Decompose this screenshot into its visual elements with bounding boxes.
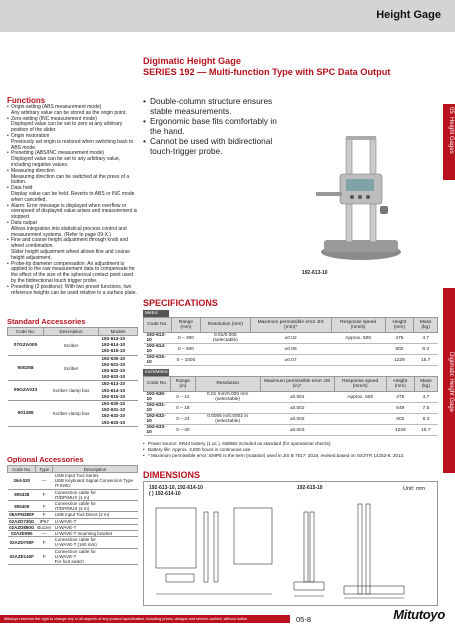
models-cell: [99, 336, 138, 356]
column-header: Range (mm): [171, 318, 200, 333]
table-row: [8, 381, 138, 401]
mitutoyo-logo: Mitutoyo: [393, 607, 445, 622]
function-title: Data hold: [11, 185, 33, 192]
feature-list: [143, 96, 288, 156]
column-header: Mass (kg): [414, 318, 438, 333]
desc-cell: Scriber: [44, 336, 99, 356]
spec-cell: 1228: [385, 355, 414, 366]
models-cell: [99, 381, 138, 401]
model-number: 192-614-10: [101, 387, 125, 393]
desc-line: Connection cable for: [54, 537, 96, 543]
header-bar: [0, 0, 455, 32]
side-tab-label: Digimatic Height Gage: [448, 351, 454, 413]
spec-cell: 0 – 40: [171, 425, 196, 436]
column-header: Height (mm): [385, 318, 414, 333]
desc-line: Connection cable for: [54, 548, 96, 554]
desc-line: U-WAVE-T mounting bracket: [54, 531, 113, 537]
table-row: [8, 537, 138, 548]
spec-cell: 802: [385, 344, 414, 355]
column-header: Mass (kg): [414, 377, 437, 392]
function-desc: Displayed value can be set to zero at any arbitrary position of the slider.: [11, 121, 123, 134]
function-item: [7, 186, 138, 203]
spec-cell: 4.7: [414, 333, 438, 344]
table-row: [144, 425, 438, 436]
spec-cell: [195, 425, 260, 436]
spec-cell: 0 – 600: [171, 344, 200, 355]
spec-cell: 192-632-10: [144, 414, 171, 425]
function-item: [7, 238, 138, 261]
function-desc: Measuring direction can be switched at the press of a button.: [11, 173, 130, 186]
spec-cell: 15.7: [414, 355, 438, 366]
product-title: Digimatic Height Gage SERIES 192 — Multi-function Type with SPC Data Output: [143, 56, 391, 77]
spec-cell: 475: [386, 392, 414, 403]
column-header: Code No.: [144, 377, 171, 392]
desc-line: USB Keyboard Signal Conversion Type: [54, 478, 134, 484]
model-number: 192-632-10: [101, 368, 125, 374]
inch-tag: Inch/Metric: [145, 370, 169, 375]
type-cell: Buzzer: [37, 524, 52, 530]
column-header: Resolution: [195, 377, 260, 392]
side-tab-digimatic[interactable]: [443, 288, 455, 473]
table-row: [8, 473, 138, 490]
model-number: 192-614-10: [101, 342, 125, 348]
type-cell: F: [36, 512, 53, 518]
table-row: [144, 403, 438, 414]
desc-line: USB Input Tool Direct (2 m): [54, 512, 110, 518]
desc-cell: Scriber clamp box: [44, 381, 99, 401]
dimension-schematic: [144, 482, 437, 605]
column-header: Description: [53, 466, 138, 473]
optional-accessories-table: [7, 465, 138, 565]
table-row: [8, 489, 138, 500]
model-number: 192-615-10: [101, 348, 125, 354]
table-row: [144, 333, 438, 344]
function-item: [7, 204, 138, 221]
model-number: 192-613-10: [101, 381, 125, 387]
spec-cell: 7.5: [414, 403, 437, 414]
spec-cell: 8.3: [414, 344, 438, 355]
function-desc: Any arbitrary value can be stored as the origin point.: [11, 109, 127, 116]
type-cell: —: [36, 473, 53, 490]
standard-accessories-table: [7, 327, 138, 427]
spec-cell: ±0.001: [260, 392, 334, 403]
function-desc: Allows integration into statistical process control and measurement systems. (Refer to page 09-X.): [11, 225, 127, 238]
product-caption: 192-613-10: [302, 270, 328, 276]
models-cell: [99, 401, 138, 427]
spec-cell: 0 – 300: [171, 333, 200, 344]
model-number: 192-632-10: [101, 413, 125, 419]
column-header: Maximum permissible error JIS (in)*: [260, 377, 334, 392]
column-header: Range (in): [171, 377, 196, 392]
spec-cell: 0.0005 in/0.0002 in (selectable): [195, 414, 260, 425]
code-cell: 02AZD730G: [9, 518, 35, 524]
desc-line: U-WAVE-T: [54, 524, 77, 530]
column-header: Resolution (mm): [200, 318, 250, 333]
code-cell: 02AZD880G: [9, 524, 35, 530]
spec-cell: Approx. 500: [334, 392, 386, 403]
desc-cell: [53, 501, 138, 512]
desc-line: For foot switch: [54, 559, 84, 565]
desc-cell: [53, 473, 138, 490]
function-item: [7, 134, 138, 151]
desc-cell: [53, 548, 138, 565]
dimension-unit: Unit: mm: [403, 486, 425, 492]
column-header: Code No.: [144, 318, 172, 333]
spec-cell: 192-615-10: [144, 355, 172, 366]
function-title: Presetting (2 positions): With two preset functions, two reference heights can be used relative to a surface plate.: [11, 283, 137, 296]
function-title: Alarm: Error message is displayed when overflow or overspeed of displayed value arises and measurement is stopped.: [11, 202, 138, 221]
function-item: [7, 151, 138, 168]
column-header: Response speed (mm/s): [334, 377, 386, 392]
function-item: [7, 117, 138, 134]
function-desc: Display value can be held. Reverts to ABS or INC mode when cancelled.: [11, 190, 135, 203]
feature-item: • Double-column structure ensures stable measurements.: [143, 96, 288, 116]
code-cell: 264-020: [8, 473, 36, 490]
desc-cell: Scriber clamp box: [44, 401, 99, 427]
function-desc: Displayed value can be set to any arbitrary value, including negative values.: [11, 156, 121, 168]
code-cell: 05GZA033: [8, 381, 44, 401]
side-tab-label: 05 Height Gages: [448, 107, 454, 154]
model-number: 192-631-10: [101, 361, 125, 367]
code-cell: 901385: [8, 401, 44, 427]
feature-item: • Cannot be used with bidirectional touch-trigger probe.: [143, 136, 288, 156]
desc-line: Connection cable for: [54, 489, 96, 495]
table-row: [8, 336, 138, 356]
code-cell: 07GZA000: [8, 336, 44, 356]
spec-cell: Approx. 500: [331, 333, 385, 344]
optional-accessories-heading: Optional Accessories: [7, 455, 84, 464]
table-row: [144, 392, 438, 403]
dimension-label-left: 192-613-10, 192-614-10 ( ) 192-614-10: [149, 485, 203, 497]
spec-cell: 649: [386, 403, 414, 414]
column-header: Description: [44, 328, 99, 336]
spec-cell: 0 – 1000: [171, 355, 200, 366]
type-cell: F: [36, 537, 53, 548]
table-row: [8, 401, 138, 427]
spec-cell: 1228: [386, 425, 414, 436]
desc-line: IT/DP/MUX (1 m): [54, 494, 90, 500]
desc-cell: [53, 489, 138, 500]
spec-cell: 192-614-10: [144, 344, 172, 355]
type-cell: IP67: [36, 518, 53, 524]
code-cell: 900258: [8, 355, 44, 381]
model-number: 192-630-10: [101, 401, 125, 407]
table-row: [8, 501, 138, 512]
spec-cell: 192-631-10: [144, 403, 171, 414]
metric-tag: Metric: [143, 310, 169, 317]
spec-cell: 192-630-10: [144, 392, 171, 403]
feature-item: • Ergonomic base fits comfortably in the hand.: [143, 116, 288, 136]
type-cell: —: [36, 531, 53, 537]
spec-cell: 475: [385, 333, 414, 344]
spec-cell: [331, 355, 385, 366]
spec-note: • Power source: SR44 battery (1 pc.), 938882 included as standard (for operational checks): [143, 441, 438, 447]
functions-list: [7, 105, 138, 296]
function-title: Origin-setting (ABS measurement mode): [11, 104, 102, 110]
spec-cell: [200, 344, 250, 355]
page-title: Height Gage: [376, 9, 441, 21]
desc-cell: [53, 537, 138, 548]
desc-line: U-WAVE-T: [54, 553, 77, 559]
desc-line: USB Input Tool Series: [54, 473, 99, 478]
function-title: Probe-tip diameter compensation: An adjustment is applied to the raw measurement data to compensate for the effect of the size of the spherical contact point used by the bidirectional touch trigger probe.: [11, 260, 135, 284]
function-item: [7, 285, 138, 297]
function-desc: Previously set origin is restored when switching back to ABS mode.: [11, 138, 134, 151]
function-title: Origin restoration: [11, 132, 50, 139]
spec-cell: ±0.003: [260, 425, 334, 436]
dimension-label-right: 192-615-10: [297, 485, 323, 491]
column-header: Code No.: [8, 466, 36, 473]
function-item: [7, 169, 138, 186]
spec-cell: [200, 355, 250, 366]
table-row: [144, 414, 438, 425]
column-header: Response speed (mm/s): [331, 318, 385, 333]
column-header: Type: [36, 466, 53, 473]
spec-cell: 0 – 24: [171, 414, 196, 425]
metric-spec-table: [143, 317, 438, 366]
spec-cell: 192-633-10: [144, 425, 171, 436]
table-row: [8, 548, 138, 565]
model-number: 192-633-10: [101, 374, 125, 380]
spec-cell: 802: [386, 414, 414, 425]
desc-line: IT-020U: [54, 483, 71, 489]
function-title: Data output: [11, 219, 37, 226]
spec-cell: 0 – 18: [171, 403, 196, 414]
column-header: Code No.: [8, 328, 44, 336]
specifications-heading: SPECIFICATIONS: [143, 298, 218, 308]
type-cell: F: [36, 489, 53, 500]
desc-line: IT/DP/MUX (2 m): [54, 506, 90, 512]
model-number: 192-615-10: [101, 393, 125, 399]
spec-cell: ±0.07: [250, 355, 331, 366]
table-row: [8, 355, 138, 381]
footer-disclaimer: Mitutoyo reserves the right to change any or all aspects of any product specification, including prices, designs and service content, without notice.: [0, 615, 290, 623]
code-cell: 02AZE140F: [8, 548, 36, 565]
function-item: [7, 262, 138, 285]
table-row: [144, 355, 438, 366]
spec-cell: ±0.002: [260, 414, 334, 425]
desc-line: U-WAVE-T (160 mm): [54, 542, 97, 548]
code-cell: 02AZE990: [8, 531, 36, 537]
spec-note: • Battery life: Approx. 3,500 hours in continuous use: [143, 447, 438, 453]
model-number: 192-613-10: [101, 336, 125, 341]
spec-cell: 4.7: [414, 392, 437, 403]
model-number: 192-630-10: [101, 355, 125, 361]
side-tab-height-gages[interactable]: [443, 104, 455, 180]
code-cell: 905409: [8, 501, 36, 512]
column-header: Maximum permissible error JIS (mm)*: [250, 318, 331, 333]
spec-cell: 0.01/0.005 (selectable): [200, 333, 250, 344]
spec-cell: ±0.05: [250, 344, 331, 355]
code-cell: 06AFM380F: [9, 512, 35, 518]
function-title: Fine and coarse height adjustment through knob and wheel combination.: [11, 237, 129, 250]
standard-accessories-heading: Standard Accessories: [7, 317, 86, 326]
table-row: [144, 344, 438, 355]
spec-cell: [195, 403, 260, 414]
spec-cell: 15.7: [414, 425, 437, 436]
desc-cell: Scriber: [44, 355, 99, 381]
spec-cell: [334, 403, 386, 414]
model-number: 192-633-10: [101, 419, 125, 425]
code-cell: 02AZD790F: [8, 537, 36, 548]
spec-cell: ±0.02: [250, 333, 331, 344]
function-title: Zero-setting (INC measurement mode): [11, 115, 97, 122]
code-cell: 905338: [8, 489, 36, 500]
column-header: Height (mm): [386, 377, 414, 392]
column-header: Models: [99, 328, 138, 336]
function-title: Presetting (ABS/INC measurement mode): [11, 150, 105, 157]
function-title: Measuring direction: [11, 167, 55, 174]
dimensions-heading: DIMENSIONS: [143, 470, 201, 480]
desc-line: Connection cable for: [54, 501, 96, 507]
function-item: [7, 221, 138, 238]
functions-heading: Functions: [7, 96, 46, 105]
spec-cell: [334, 414, 386, 425]
spec-cell: ±0.002: [260, 403, 334, 414]
inch-spec-table: [143, 376, 438, 436]
spec-note: • * Maximum permissible error: EMPE is the term (notation) used in JIS B 7517: 2018, revised based on ISO/TR 14253-6: 2012.: [143, 453, 438, 459]
spec-cell: [331, 344, 385, 355]
type-cell: F: [36, 501, 53, 512]
spec-notes: [143, 441, 438, 459]
desc-line: U-WAVE-T: [54, 518, 77, 524]
models-cell: [99, 355, 138, 381]
model-number: 192-631-10: [101, 407, 125, 413]
function-desc: Slider height adjustment wheel allows fine and coarse height adjustment.: [11, 248, 130, 261]
height-gage-image: [296, 134, 426, 264]
page-number: 05-8: [296, 615, 312, 624]
dimensions-drawing: [143, 481, 438, 606]
spec-cell: 8.3: [414, 414, 437, 425]
type-cell: F: [36, 548, 53, 565]
footer: [0, 607, 455, 644]
spec-cell: 0 – 12: [171, 392, 196, 403]
spec-cell: 0.01 mm/0.005 mm (selectable): [195, 392, 260, 403]
spec-cell: [334, 425, 386, 436]
spec-cell: 192-613-10: [144, 333, 172, 344]
